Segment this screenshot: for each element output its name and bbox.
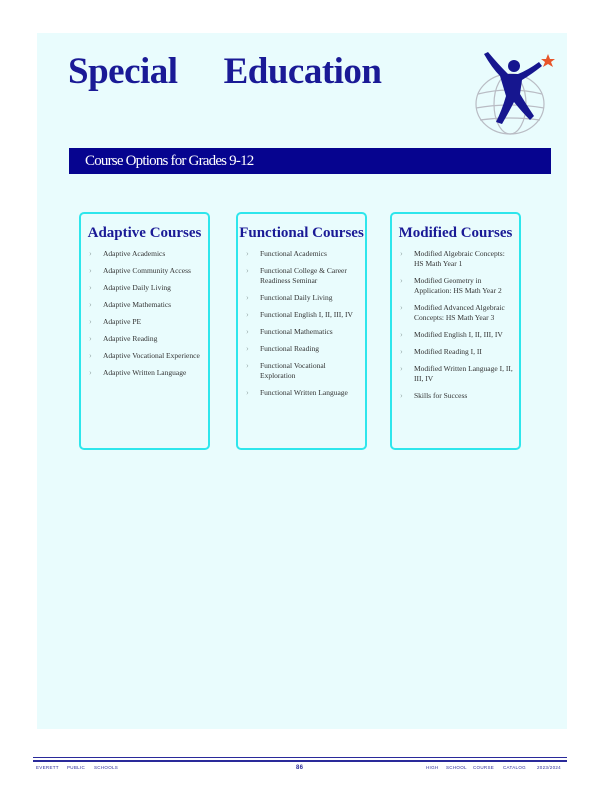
footer-rule (33, 760, 567, 762)
footer-school: SCHOOL (446, 765, 467, 770)
person-star-logo-icon (470, 46, 556, 138)
footer-course: COURSE (473, 765, 495, 770)
page-number: 86 (296, 765, 304, 771)
list-item: › Adaptive PE (89, 317, 202, 327)
list-item: › Modified Written Language I, II, III, IV (400, 364, 513, 384)
footer-catalog: CATALOG (503, 765, 526, 770)
footer-everett: EVERETT (36, 765, 59, 770)
card-heading: Functional Courses (239, 225, 364, 241)
list-item: › Adaptive Vocational Experience (89, 351, 202, 361)
list-item: › Modified Reading I, II (400, 347, 513, 357)
list-item: › Functional Reading (246, 344, 359, 354)
title-word-education: Education (223, 51, 382, 92)
list-item: › Adaptive Written Language (89, 368, 202, 378)
list-item: › Adaptive Daily Living (89, 283, 202, 293)
footer-rule (33, 757, 567, 758)
list-item: › Functional Written Language (246, 388, 359, 398)
course-options-banner: Course Options for Grades 9-12 (69, 148, 551, 174)
card-heading: Modified Courses (398, 225, 513, 241)
list-item: › Adaptive Reading (89, 334, 202, 344)
list-item: › Functional Vocational Exploration (246, 361, 359, 381)
adaptive-courses-card (79, 212, 210, 450)
functional-courses-card (236, 212, 367, 450)
list-item: › Functional Academics (246, 249, 359, 259)
list-item: › Functional Daily Living (246, 293, 359, 303)
list-item: › Functional English I, II, III, IV (246, 310, 359, 320)
list-item: › Functional Mathematics (246, 327, 359, 337)
list-item: › Modified Algebraic Concepts: HS Math Year 1 (400, 249, 513, 269)
list-item: › Modified Geometry in Application: HS Math Year 2 (400, 276, 513, 296)
card-heading: Adaptive Courses (87, 225, 202, 241)
list-item: › Skills for Success (400, 391, 513, 401)
list-item: › Adaptive Academics (89, 249, 202, 259)
footer-high: HIGH (426, 765, 439, 770)
list-item: › Adaptive Community Access (89, 266, 202, 276)
title-word-special: Special (68, 51, 178, 92)
modified-courses-card (390, 212, 521, 450)
list-item: › Modified English I, II, III, IV (400, 330, 513, 340)
footer-schools: SCHOOLS (94, 765, 119, 770)
page-title (68, 50, 382, 93)
footer-public: PUBLIC (67, 765, 86, 770)
list-item: › Modified Advanced Algebraic Concepts: HS Math Year 3 (400, 303, 513, 323)
list-item: › Functional College & Career Readiness Seminar (246, 266, 359, 286)
footer-year: 2023/2024 (537, 765, 561, 770)
list-item: › Adaptive Mathematics (89, 300, 202, 310)
